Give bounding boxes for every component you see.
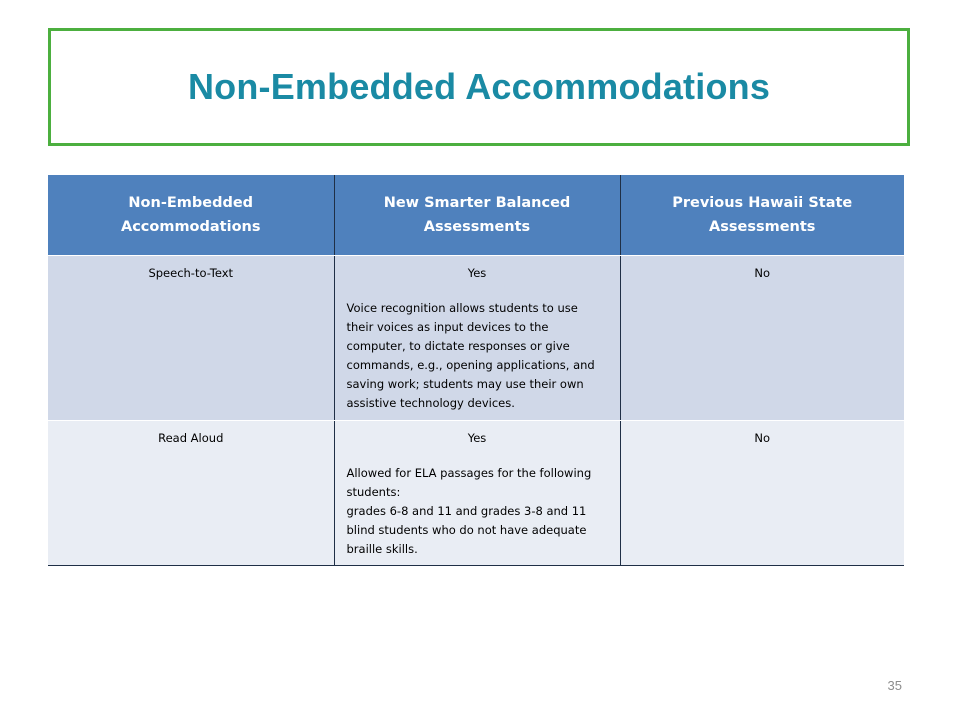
cell-hawaii-state: No xyxy=(620,256,904,421)
table-header-row xyxy=(48,175,904,256)
accommodations-table xyxy=(48,175,904,566)
page-number: 35 xyxy=(887,678,902,693)
cell-hawaii-state: No xyxy=(620,421,904,566)
answer-yes: Yes xyxy=(467,266,487,280)
header-smarter-balanced: New Smarter Balanced Assessments xyxy=(334,175,620,256)
header-accommodation: Non-Embedded Accommodations xyxy=(48,175,334,256)
table-row xyxy=(48,256,904,421)
cell-accommodation: Read Aloud xyxy=(48,421,334,566)
answer-yes: Yes xyxy=(467,431,487,445)
cell-smarter-balanced xyxy=(334,421,620,566)
note-text: Voice recognition allows students to use their voices as input devices to the computer, to dictate responses or give commands, e.g., opening applications, and saving work; students may use their own assistive technology devices. xyxy=(346,301,595,410)
slide-title: Non-Embedded Accommodations xyxy=(187,66,771,107)
note-text: Allowed for ELA passages for the following students: grades 6-8 and 11 and grades 3-8 and 11 blind students who do not have adequate braille skills. xyxy=(346,466,592,556)
title-box xyxy=(48,28,910,146)
table-row xyxy=(48,421,904,566)
header-hawaii-state: Previous Hawaii State Assessments xyxy=(620,175,904,256)
cell-smarter-balanced xyxy=(334,256,620,421)
cell-accommodation: Speech-to-Text xyxy=(48,256,334,421)
